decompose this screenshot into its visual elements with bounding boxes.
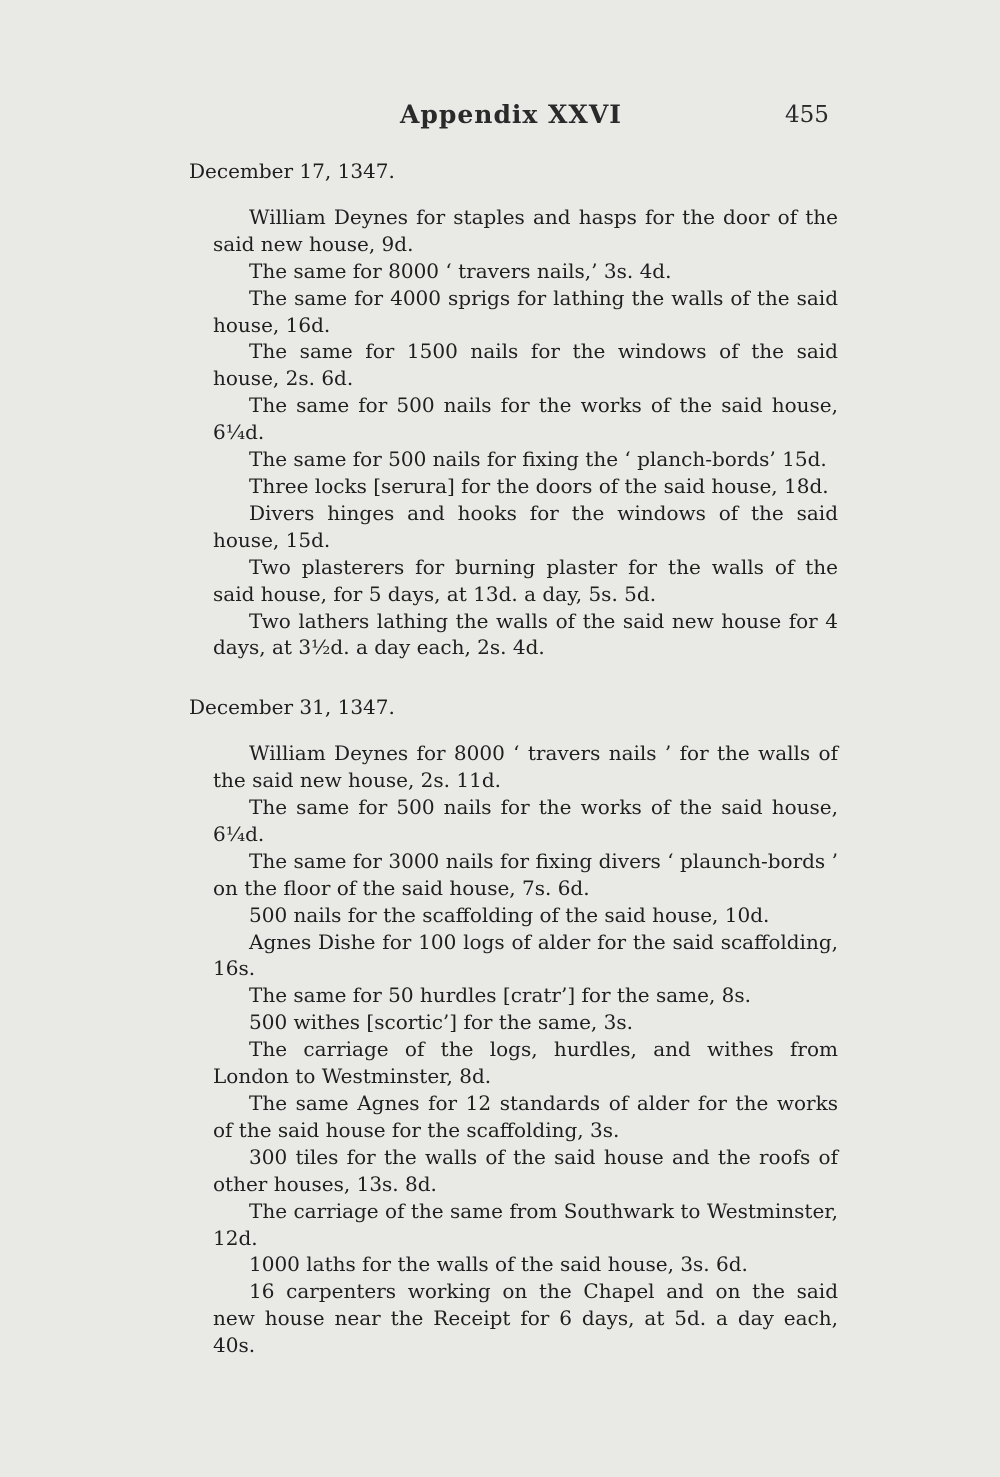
- entry: The same for 500 nails for fixing the ‘ planch-bords’ 15d.: [249, 447, 827, 472]
- entry: The same for 500 nails for the works of the said house, 6¼d.: [213, 795, 838, 846]
- page-body: [189, 158, 838, 1359]
- entry: Divers hinges and hooks for the windows of the said house, 15d.: [213, 500, 838, 552]
- entry: 500 withes [scortic’] for the same, 3s.: [249, 1010, 633, 1035]
- entry: The same Agnes for 12 standards of alder for the works of the said house for the scaffolding, 3s.: [213, 1091, 838, 1142]
- entry: The same for 500 nails for the works of the said house, 6¼d.: [213, 393, 838, 445]
- entry: William Deynes for 8000 ‘ travers nails ’ for the walls of the said new house, 2s. 11d.: [213, 741, 838, 793]
- entry: Two plasterers for burning plaster for the walls of the said house, for 5 days, at 13d. a day, 5s. 5d.: [213, 554, 838, 606]
- entry: The same for 1500 nails for the windows of the said house, 2s. 6d.: [213, 339, 838, 391]
- entry: 300 tiles for the walls of the said house and the roofs of other houses, 13s. 8d.: [213, 1144, 838, 1196]
- entry: The same for 3000 nails for fixing divers ‘ plaunch-bords ’ on the floor of the said house, 7s. 6d.: [213, 848, 838, 900]
- entry: 1000 laths for the walls of the said house, 3s. 6d.: [249, 1252, 748, 1277]
- date-heading: December 31, 1347.: [189, 695, 395, 720]
- entry: The same for 8000 ‘ travers nails,’ 3s. 4d.: [249, 258, 672, 283]
- date-heading: December 17, 1347.: [189, 159, 395, 183]
- entry: The carriage of the logs, hurdles, and withes from London to Westminster, 8d.: [213, 1037, 838, 1089]
- page-number: 455: [785, 102, 829, 128]
- entry: Three locks [serura] for the doors of the said house, 18d.: [249, 473, 829, 498]
- entry: 16 carpenters working on the Chapel and on the said new house near the Receipt for 6 days, at 5d. a day each, 40s.: [213, 1279, 838, 1358]
- entry: The carriage of the same from Southwark to Westminster, 12d.: [213, 1198, 838, 1250]
- entry: Agnes Dishe for 100 logs of alder for the said scaffolding, 16s.: [213, 929, 838, 981]
- entry: The same for 4000 sprigs for lathing the walls of the said house, 16d.: [213, 285, 838, 337]
- entry: William Deynes for staples and hasps for the door of the said new house, 9d.: [213, 204, 838, 256]
- page-header: [0, 100, 1000, 140]
- entry: Two lathers lathing the walls of the said new house for 4 days, at 3½d. a day each, 2s. 4d.: [213, 608, 838, 660]
- entry: The same for 50 hurdles [cratr’] for the same, 8s.: [249, 983, 752, 1008]
- running-head: Appendix XXVI: [400, 100, 622, 129]
- entry: 500 nails for the scaffolding of the said house, 10d.: [249, 902, 770, 927]
